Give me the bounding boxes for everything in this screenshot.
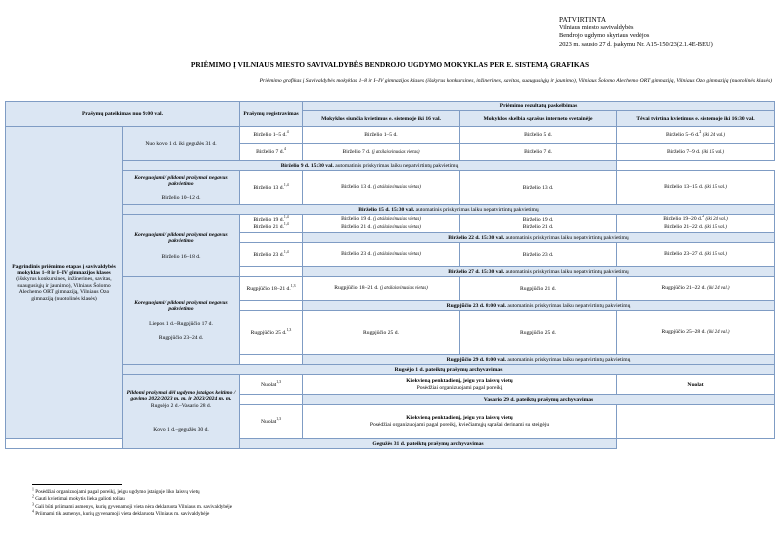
publish-cell: Birželio 19 d. Birželio 21 d.	[460, 215, 617, 233]
archiving-row: Gegužės 31 d. pateiktų prašymų archyvavimas	[240, 439, 617, 449]
archiving-row: Rugsėjo 1 d. pateiktų prašymų archyvavimas	[123, 365, 775, 375]
confirm-cell: Nuolat	[617, 375, 775, 395]
confirm-cell: Birželio 23–27 d. (iki 15 val.)	[617, 243, 775, 267]
confirm-cell: Birželio 5–6 d.$^2$ (iki 24 val.)	[617, 127, 775, 144]
document-subtitle: Priėmimo grafikas į Savivaldybės mokyklas 1–8 ir I–IV gimnazijos klases (išskyrus konkursines, inžinerines, savitas, suaugusiųjų ir jaunimo), Vilniaus Šolomo Alechemo ORT gimnaziją, Vilniaus Ozo gimnaziją (nuotolinės klasės)	[259, 78, 772, 84]
archiving-row: Vasario 29 d. pateiktų prašymų archyvavimas	[303, 395, 775, 405]
registration-cell: Birželio 1–5 d.$^4$	[240, 127, 303, 144]
publish-cell: Rugpjūčio 25 d.	[460, 311, 617, 355]
footnote: $^1$ Posėdžiai organizuojami pagal poreikį, jeigu ugdymo įstaigoje liko laisvų vietų	[32, 487, 200, 495]
publish-cell: Birželio 7 d.	[460, 144, 617, 161]
additional-label: Pildomi prašymai dėl ugdymo įstaigos keitimo / gavimo 2022/2023 m. m. ir 2023/2024 m. m.	[126, 389, 236, 403]
empty-cell	[6, 439, 123, 449]
confirm-cell: Rugpjūčio 21–22 d. (iki 24 val.)	[617, 277, 775, 301]
correction-cell	[123, 171, 240, 205]
approval-line: 2023 m. sausio 27 d. įsakymu Nr. A15-150/23(2.1.4E-BEU)	[559, 40, 713, 48]
send-cell: Kiekvieną penktadienį, jeigu yra laisvų vietų Posėdžiai organizuojami pagal poreikį, kviečiamųjų sąrašai derinami su steigėju	[303, 405, 617, 439]
registration-cell: Birželio 23 d.$^{1,4}$	[240, 243, 303, 267]
send-cell: Birželio 1–5 d.	[303, 127, 460, 144]
auto-assignment-row: Birželio 9 d. 15:30 val. automatinis priskyrimas laiku nepatvirtintų pakvietimų	[123, 161, 617, 171]
document-title: PRIĖMIMO Į VILNIAUS MIESTO SAVIVALDYBĖS BENDROJO UGDYMO MOKYKLAS PER E. SISTEMĄ GRAFIKAS	[190, 60, 590, 69]
auto-assignment-row: Birželio 15 d. 15:30 val. automatinis priskyrimas laiku nepatvirtintų pakvietimų	[123, 205, 775, 215]
registration-cell: Rugpjūčio 18–21 d.$^{1,3}$	[240, 277, 303, 301]
footnote: $^3$ Gali būti priimami asmenys, kurių gyvenamoji vieta nėra deklaruota Vilniaus m. savivaldybėje	[32, 502, 233, 510]
publish-cell: Birželio 23 d.	[460, 243, 617, 267]
footnote-separator	[32, 484, 122, 485]
send-cell: Birželio 23 d. (į atsilaisvinusias vietas)	[303, 243, 460, 267]
approval-heading: PATVIRTINTA	[559, 16, 607, 24]
publish-cell: Birželio 5 d.	[460, 127, 617, 144]
registration-cell: Birželio 7 d.$^4$	[240, 144, 303, 161]
header-submission: Prašymų pateikimas nuo 9:00 val.	[6, 102, 240, 127]
registration-cell: Rugpjūčio 25 d.$^{1,3}$	[240, 311, 303, 355]
correction-period: Liepos 1 d.–Rugpjūčio 17 d.	[149, 320, 213, 327]
correction-label: Koreguojami/ pildomi prašymai negavus pakvietimo	[134, 174, 228, 188]
correction-label: Koreguojami/ pildomi prašymai negavus pakvietimo	[134, 231, 228, 245]
footnotes	[32, 489, 232, 519]
header-school-sends: Mokyklos siunčia kvietimus e. sistemoje iki 16 val.	[303, 111, 460, 127]
send-cell: Rugpjūčio 25 d.	[303, 311, 460, 355]
publish-cell: Birželio 13 d.	[460, 171, 617, 205]
empty-cell	[240, 267, 303, 277]
header-registration: Prašymų registravimas	[240, 102, 303, 127]
correction-cell	[123, 215, 240, 277]
correction-label: Koreguojami/ pildomi prašymai negavus pakvietimo	[134, 299, 228, 313]
confirm-cell: Birželio 19–20 d.$^2$ (iki 24 val.) Birželio 21–22 d. (iki 15 val.)	[617, 215, 775, 233]
footnote: $^4$ Priimami tik asmenys, kurių gyvenamoji vieta deklaruota Vilniaus m. savivaldybėje	[32, 509, 210, 518]
additional-applications-cell	[123, 375, 240, 449]
correction-period: Rugpjūčio 23–24 d.	[158, 335, 204, 342]
confirm-cell: Birželio 13–15 d. (iki 15 val.)	[617, 171, 775, 205]
auto-assignment-row: Rugpjūčio 23 d. 8:00 val. automatinis priskyrimas laiku nepatvirtintų pakvietimų	[303, 301, 775, 311]
confirm-cell: Rugpjūčio 25–28 d. (iki 24 val.)	[617, 311, 775, 355]
send-cell: Birželio 19 d. (į atsilaisvinusias vietas) Birželio 21 d. (į atsilaisvinusias vietas)	[303, 215, 460, 233]
correction-period: Birželio 10–12 d.	[161, 194, 201, 201]
registration-cell: Birželio 13 d.$^{1,4}$	[240, 171, 303, 205]
additional-period: Kovo 1 d.–gegužės 30 d.	[153, 427, 209, 434]
approval-block	[559, 16, 713, 49]
stage-title: Pagrindinis priėmimo etapas į savivaldybės mokyklas 1–8 ir I–IV gimnazijos klases	[12, 263, 116, 276]
registration-cell: Nuolat$^{1,3}$	[240, 375, 303, 395]
empty-cell	[240, 355, 303, 365]
header-parents-confirm: Tėvai tvirtina kvietimus e. sistemoje iki 16:30 val.	[617, 111, 775, 127]
empty-cell	[240, 301, 303, 311]
auto-assignment-row: Birželio 22 d. 15:30 val. automatinis priskyrimas laiku nepatvirtintų pakvietimų	[303, 233, 775, 243]
approval-line: Bendrojo ugdymo skyriaus vedėjos	[559, 32, 650, 40]
empty-cell	[617, 405, 775, 439]
empty-cell	[240, 233, 303, 243]
stage-description: (išskyrus konkursines, inžinerines, savitas, suaugusiųjų ir jaunimo), Vilniaus Šolomo Alechemo ORT gimnaziją, Vilniaus Ozo gimnaziją (nuotolinės klasės)	[16, 276, 112, 302]
schedule-table	[5, 101, 775, 449]
auto-assignment-row: Birželio 27 d. 15:30 val. automatinis priskyrimas laiku nepatvirtintų pakvietimų	[303, 267, 775, 277]
empty-cell	[240, 395, 303, 405]
send-cell: Rugpjūčio 18–21 d. (į atsilaisvinusias vietas)	[303, 277, 460, 301]
auto-assignment-row: Rugpjūčio 29 d. 8:00 val. automatinis priskyrimas laiku nepatvirtintų pakvietimų	[303, 355, 775, 365]
approval-line: Vilniaus miesto savivaldybės	[559, 24, 634, 32]
send-cell: Birželio 13 d. (į atsilaisvinusias vietas)	[303, 171, 460, 205]
footnote: $^2$ Gauti kvietimai mokytis lieka galioti toliau	[32, 494, 125, 503]
correction-cell	[123, 277, 240, 365]
send-cell: Kiekvieną penktadienį, jeigu yra laisvų vietų Posėdžiai organizuojami pagal poreikį	[303, 375, 617, 395]
registration-cell: Nuolat$^{1,3}$	[240, 405, 303, 439]
registration-cell: Birželio 19 d.$^{1,4}$ Birželio 21 d.$^{1,4}$	[240, 215, 303, 233]
confirm-cell: Birželio 7–9 d. (iki 15 val.)	[617, 144, 775, 161]
header-results: Priėmimo rezultatų paskelbimas	[303, 102, 775, 111]
correction-period: Birželio 16–18 d.	[161, 253, 201, 260]
header-school-publishes: Mokyklos skelbia sąrašus interneto svetainėje	[460, 111, 617, 127]
period-cell: Nuo kovo 1 d. iki gegužės 31 d.	[123, 127, 240, 161]
send-cell: Birželio 7 d. (į atsilaisvinusias vietas)	[303, 144, 460, 161]
additional-period: Rugsėjo 2 d.–Vasario 28 d.	[150, 402, 212, 409]
publish-cell: Rugpjūčio 21 d.	[460, 277, 617, 301]
stage-cell	[6, 127, 123, 439]
